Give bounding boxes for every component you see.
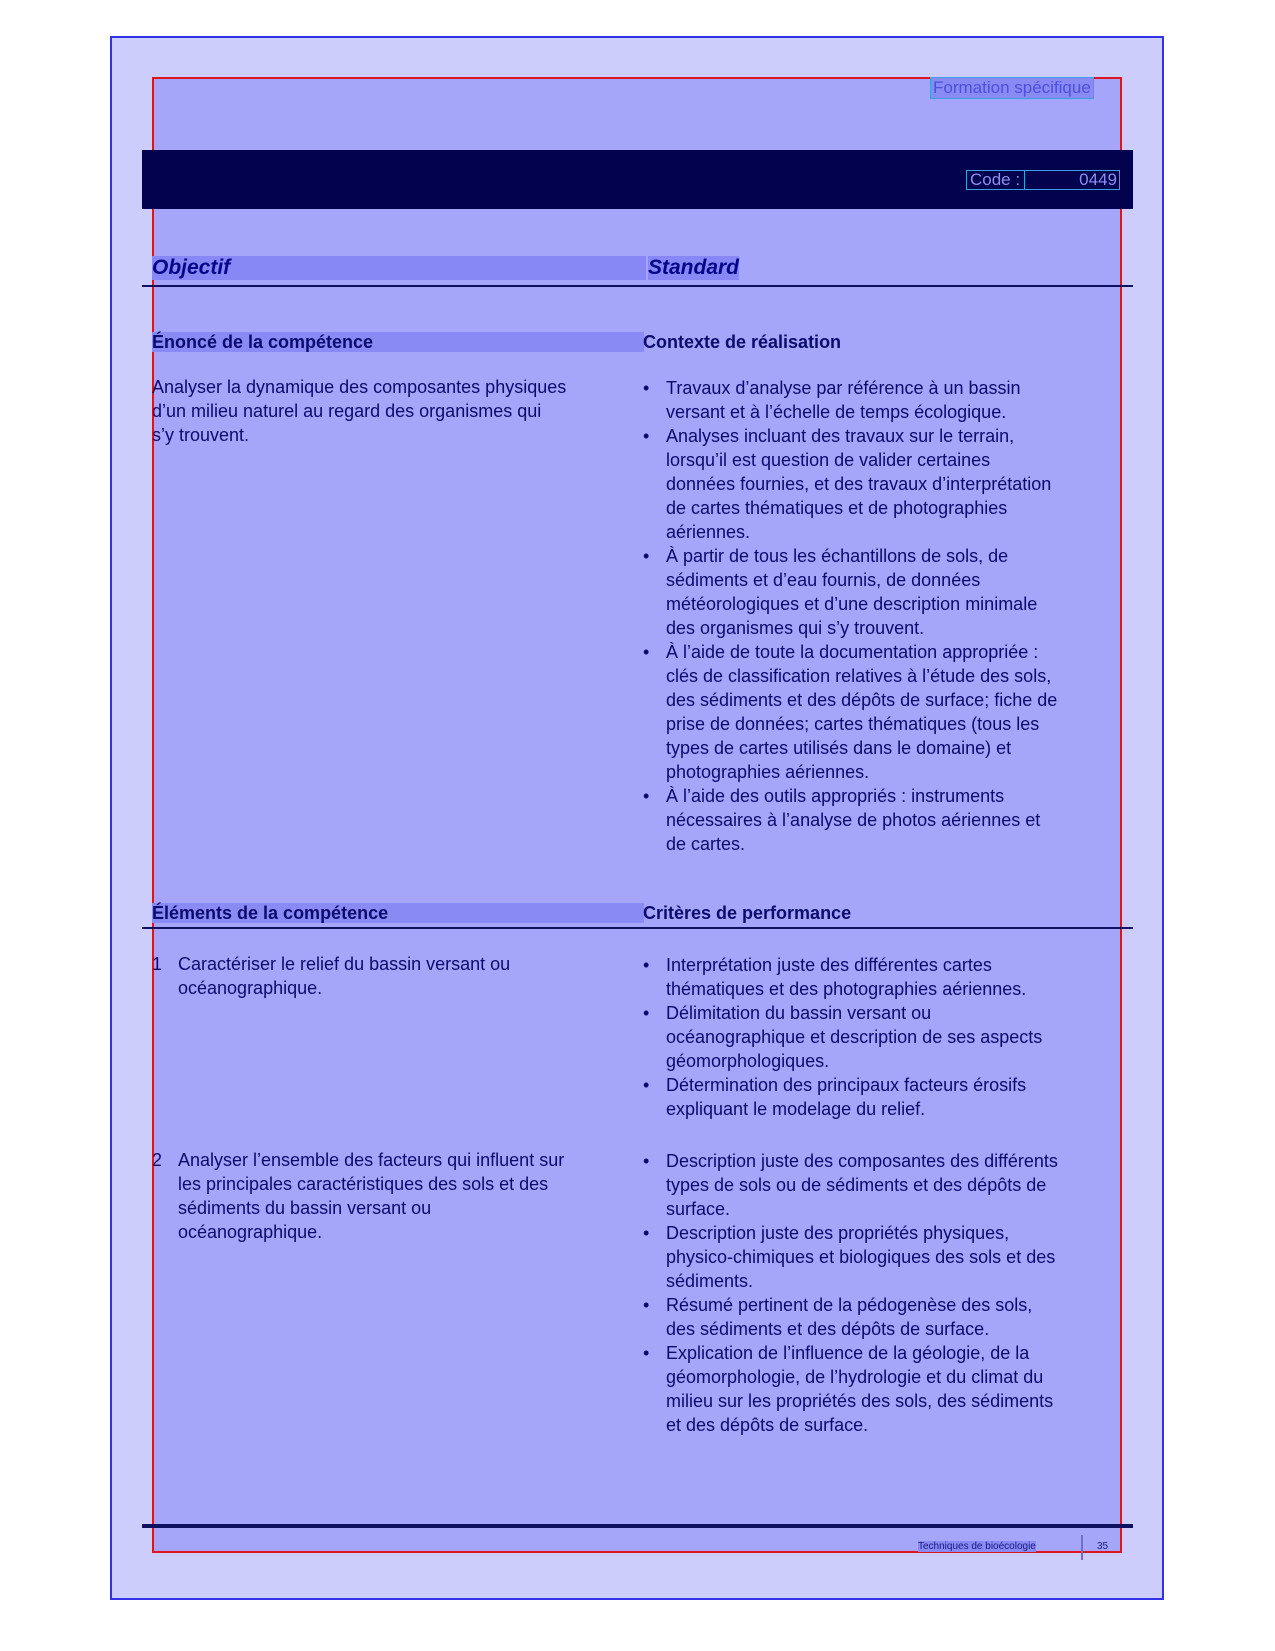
list-item: [643, 1073, 1123, 1121]
text-line: expliquant le modelage du relief.: [666, 1099, 926, 1119]
text-line: de cartes.: [666, 834, 746, 854]
list-item: [643, 953, 1123, 1001]
section-rule: [142, 927, 1133, 929]
text-line: prise de données; cartes thématiques (tous les: [666, 714, 1040, 734]
text-line: types de cartes utilisés dans le domaine) et: [666, 738, 1012, 758]
text-line: Interprétation juste des différentes cartes: [666, 955, 992, 975]
list-item: [643, 424, 1123, 544]
text-line: de cartes thématiques et de photographies: [666, 498, 1008, 518]
list-item: [643, 1293, 1123, 1341]
text-line: surface.: [666, 1199, 731, 1219]
criteria-heading: Critères de performance: [643, 903, 852, 923]
bullet-icon: •: [643, 378, 650, 398]
text-line: Description juste des propriétés physiques,: [666, 1223, 1010, 1243]
text-line: Caractériser le relief du bassin versant ou: [178, 954, 511, 974]
code-divider: [1024, 171, 1025, 189]
text-line: sédiments et d’eau fournis, de données: [666, 570, 981, 590]
footer-rule: [142, 1524, 1133, 1528]
code-value: 0449: [1079, 170, 1117, 189]
text-line: Détermination des principaux facteurs érosifs: [666, 1075, 1027, 1095]
bullet-icon: •: [643, 642, 650, 662]
text-line: Analyser la dynamique des composantes physiques: [152, 377, 567, 397]
text-line: lorsqu’il est question de valider certaines: [666, 450, 991, 470]
bullet-icon: •: [643, 1295, 650, 1315]
text-line: géomorphologiques.: [666, 1051, 830, 1071]
text-line: des organismes qui s’y trouvent.: [666, 618, 925, 638]
column-heading-objectif: Objectif: [152, 256, 646, 280]
program-type-header: Formation spécifique: [930, 77, 1094, 99]
bullet-icon: •: [643, 1075, 650, 1095]
criteria-list: [643, 953, 1123, 1121]
text-line: les principales caractéristiques des sols et des: [178, 1174, 549, 1194]
criteria-list: [643, 1149, 1123, 1437]
list-item: [643, 376, 1123, 424]
text-line: Résumé pertinent de la pédogenèse des sols,: [666, 1295, 1033, 1315]
text-line: versant et à l’échelle de temps écologique.: [666, 402, 1007, 422]
contexte-heading: Contexte de réalisation: [643, 332, 842, 352]
text-line: Explication de l’influence de la géologie, de la: [666, 1343, 1030, 1363]
contexte-list: [643, 376, 1123, 856]
text-line: sédiments.: [666, 1271, 754, 1291]
text-line: d’un milieu naturel au regard des organismes qui: [152, 401, 542, 421]
list-item: [643, 640, 1123, 784]
text-line: photographies aériennes.: [666, 762, 870, 782]
column-heading-standard: Standard: [648, 256, 740, 279]
bullet-icon: •: [643, 1003, 650, 1023]
heading-rule: [142, 285, 1133, 287]
text-line: océanographique et description de ses aspects: [666, 1027, 1043, 1047]
text-line: Analyses incluant des travaux sur le terrain,: [666, 426, 1015, 446]
text-line: Analyser l’ensemble des facteurs qui influent sur: [178, 1150, 565, 1170]
elements-heading: Éléments de la compétence: [152, 903, 644, 923]
text-line: Description juste des composantes des différents: [666, 1151, 1058, 1171]
list-item: [643, 1221, 1123, 1293]
list-item: [643, 784, 1123, 856]
bullet-icon: •: [643, 1343, 650, 1363]
text-line: océanographique.: [178, 1222, 323, 1242]
bullet-icon: •: [643, 786, 650, 806]
text-line: clés de classification relatives à l’étude des sols,: [666, 666, 1052, 686]
element-number: 1: [152, 954, 163, 974]
element-text: [178, 952, 510, 1000]
text-line: océanographique.: [178, 978, 323, 998]
code-box: [966, 170, 1120, 190]
enonce-text: [152, 375, 566, 447]
list-item: [643, 544, 1123, 640]
text-line: géomorphologie, de l’hydrologie et du climat du: [666, 1367, 1044, 1387]
footer-divider: [1081, 1535, 1083, 1560]
text-line: À partir de tous les échantillons de sols, de: [666, 546, 1009, 566]
footer-program-label: Techniques de bioécologie: [918, 1541, 1036, 1552]
list-item: [643, 1001, 1123, 1073]
text-line: s’y trouvent.: [152, 425, 250, 445]
bullet-icon: •: [643, 1223, 650, 1243]
element-number: 2: [152, 1150, 163, 1170]
text-line: sédiments du bassin versant ou: [178, 1198, 432, 1218]
text-line: et des dépôts de surface.: [666, 1415, 869, 1435]
text-line: physico-chimiques et biologiques des sols et des: [666, 1247, 1056, 1267]
text-line: À l’aide de toute la documentation appropriée :: [666, 642, 1039, 662]
text-line: aériennes.: [666, 522, 751, 542]
text-line: données fournies, et des travaux d’interprétation: [666, 474, 1052, 494]
text-line: Délimitation du bassin versant ou: [666, 1003, 932, 1023]
bullet-icon: •: [643, 955, 650, 975]
list-item: [643, 1341, 1123, 1437]
text-line: des sédiments et des dépôts de surface; fiche de: [666, 690, 1058, 710]
bullet-icon: •: [643, 546, 650, 566]
text-line: milieu sur les propriétés des sols, des sédiments: [666, 1391, 1054, 1411]
list-item: [643, 1149, 1123, 1221]
element-text: [178, 1148, 564, 1244]
text-line: thématiques et des photographies aériennes.: [666, 979, 1027, 999]
text-line: À l’aide des outils appropriés : instruments: [666, 786, 1005, 806]
bullet-icon: •: [643, 426, 650, 446]
text-line: des sédiments et des dépôts de surface.: [666, 1319, 990, 1339]
bullet-icon: •: [643, 1151, 650, 1171]
text-line: types de sols ou de sédiments et des dépôts de: [666, 1175, 1047, 1195]
enonce-heading: Énoncé de la compétence: [152, 332, 644, 352]
page-number: 35: [1097, 1541, 1109, 1552]
code-label: Code :: [970, 170, 1021, 189]
text-line: Travaux d’analyse par référence à un bassin: [666, 378, 1021, 398]
text-line: nécessaires à l’analyse de photos aériennes et: [666, 810, 1041, 830]
text-line: météorologiques et d’une description minimale: [666, 594, 1038, 614]
